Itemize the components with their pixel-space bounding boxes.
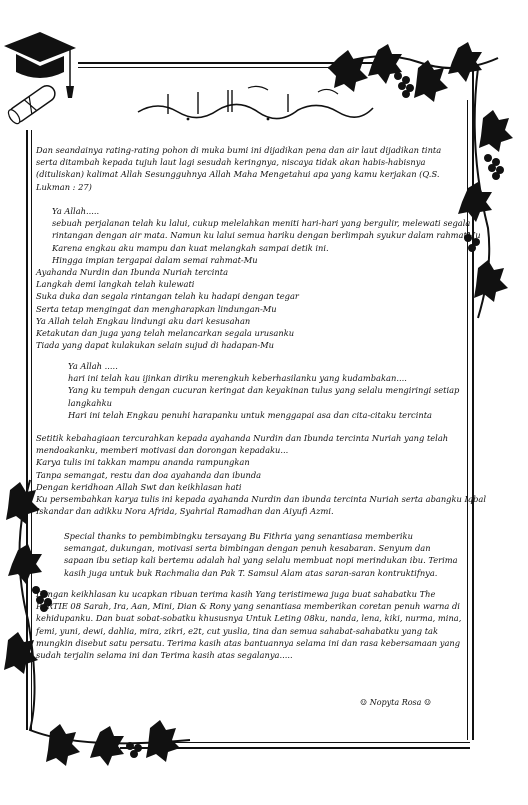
dedication-line: Iskandar dan adikku Nora Afrida, Syahrial Ramadhan dan Aiyufi Azmi. bbox=[36, 506, 334, 517]
parents-line: Serta tetap mengingat dan mengharapkan lindungan-Mu bbox=[36, 303, 277, 314]
prayer2-line: langkahku bbox=[68, 397, 112, 408]
parents-line: Langkah demi langkah telah kulewati bbox=[36, 279, 195, 290]
dedication-block bbox=[36, 432, 486, 517]
parents-line: Suka duka dan segala rintangan telah ku hadapi dengan tegar bbox=[36, 291, 299, 302]
prayer2-line: Yang ku tempuh dengan cucuran keringat dan keyakinan tulus yang selalu mengiringi setiap bbox=[68, 385, 460, 396]
prayer1-line: rintangan dengan air mata. Namun ku lalui semua hariku dengan berlimpah syukur dalam rahmatMu bbox=[52, 230, 481, 241]
quran-verse bbox=[36, 144, 462, 193]
signature: ☺ Nopyta Rosa ☺ bbox=[360, 698, 432, 707]
quran-verse-text: Dan seandainya rating-rating pohon di muka bumi ini dijadikan pena dan air laut dijadikan tinta serta ditambah kepada tujuh laut lagi sesudah keringnya, niscaya tidak akan habis-habisnya (dituliskan) kalimat Allah Sesungguhnya Allah Maha Mengetahui apa yang kamu kerjakan (Q.S. Lukman : 27) bbox=[36, 145, 442, 192]
prayer2-line: Hari ini telah Engkau penuhi harapanku untuk menggapai asa dan cita-citaku tercinta bbox=[68, 409, 432, 420]
prayer2-line: hari ini telah kau ijinkan diriku merengkuh keberhasilanku yang kudambakan.... bbox=[68, 373, 407, 384]
frame-top-line-inner bbox=[78, 67, 338, 68]
prayer-block-2 bbox=[36, 360, 462, 421]
dedication-line: Dengan keridhoan Allah Swt dan keikhlasan hati bbox=[36, 481, 242, 492]
dedication-line: Karya tulis ini takkan mampu ananda rampungkan bbox=[36, 457, 250, 468]
prayer-block-1 bbox=[36, 205, 481, 266]
dedication-line: Tanpa semangat, restu dan doa ayahanda dan ibunda bbox=[36, 469, 262, 480]
parents-line: Ayahanda Nurdin dan Ibunda Nuriah tercinta bbox=[36, 267, 229, 277]
prayer2-line: Ya Allah ..... bbox=[68, 361, 118, 371]
prayer1-line: Hingga impian tergapai dalam semai rahmat-Mu bbox=[52, 254, 258, 265]
prayer1-line: sebuah perjalanan telah ku lalui, cukup melelahkan meniti hari-hari yang bergulir, melewati segala bbox=[52, 218, 471, 229]
friends-block bbox=[36, 588, 462, 661]
thanks-text: Special thanks to pembimbingku tersayang Bu Fithria yang senantiasa memberiku semangat, dukungan, motivasi serta bimbingan dengan penuh kesabaran. Senyum dan sapaan ibu setiap kali bertemu adalah hal yang selalu membuat nopi merindukan ibu. Terima kasih juga untuk buk Rachmalia dan Pak T. Samsul Alam atas saran-saran kontruktifnya. bbox=[64, 531, 458, 578]
dedication-line: Setitik kebahagiaan tercurahkan kepada ayahanda Nurdin dan Ibunda tercinta Nuriah yang telah bbox=[36, 433, 449, 443]
friends-text: Dengan keikhlasan ku ucapkan ribuan terima kasih Yang teristimewa juga buat sahabatku The PARTIE 08 Sarah, Ira, Aan, Mini, Dian & Rony yang senantiasa memberikan coretan penuh warna di kehidupanku. Dan buat sobat-sobatku khususnya Untuk Leting 08ku, nanda, lena, kiki, nurma, mina, femi, yuni, dewi, dahlia, mira, zikri, e2t, cut yuslia, tina dan semua sahabat-sahabatku yang tak mungkin disebut satu persatu. Terima kasih atas bantuannya selama ini dan rasa kebersamaan yang sudah terjalin selama ini dan Terima kasih atas segalanya..... bbox=[36, 589, 462, 661]
graduation-cap-icon bbox=[0, 28, 80, 138]
parents-line: Tiada yang dapat kulakukan selain sujud di hadapan-Mu bbox=[36, 340, 275, 351]
thanks-block bbox=[64, 530, 458, 579]
dedication-line: Ku persembahkan karya tulis ini kepada ayahanda Nurdin dan ibunda tercinta Nuriah serta abangku Iqbal bbox=[36, 494, 486, 505]
parents-line: Ya Allah telah Engkau lindungi aku dari kesusahan bbox=[36, 315, 251, 326]
dedication-line: mendoakanku, memberi motivasi dan dorongan kepadaku... bbox=[36, 445, 289, 456]
parents-line: Ketakutan dan juga yang telah melancarkan segala urusanku bbox=[36, 328, 295, 339]
parents-poem bbox=[36, 266, 462, 351]
bismillah-calligraphy bbox=[128, 84, 378, 124]
prayer1-line: Karena engkau aku mampu dan kuat melangkah sampai detik ini. bbox=[52, 242, 329, 253]
prayer1-line: Ya Allah..... bbox=[52, 206, 100, 216]
